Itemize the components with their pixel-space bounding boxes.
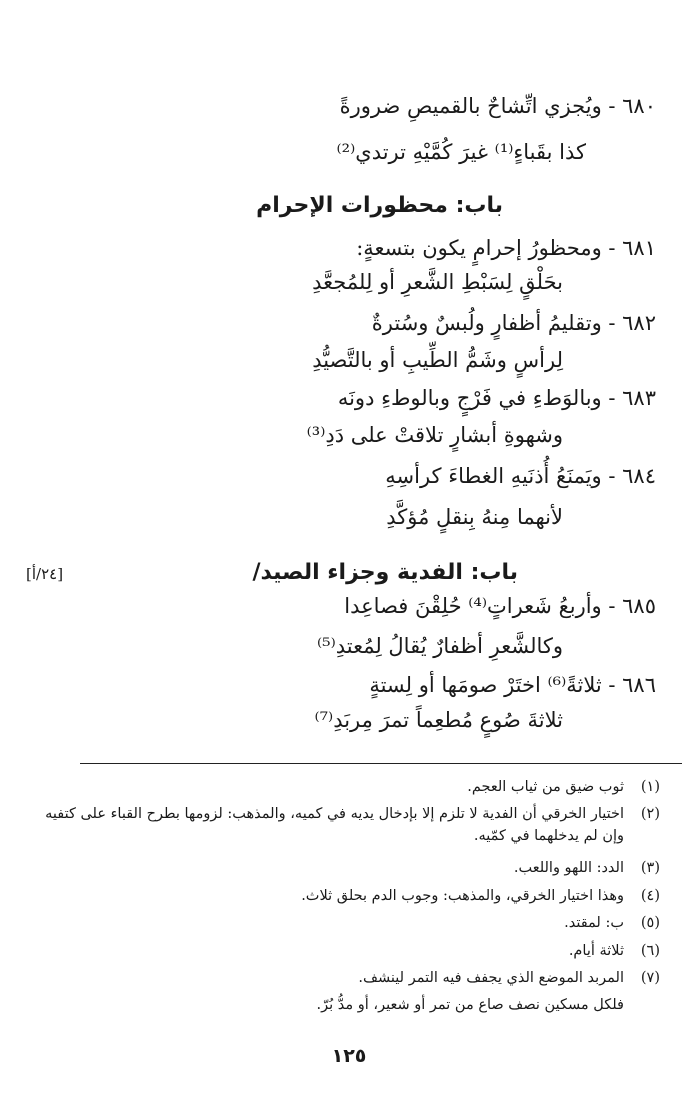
verse-680-line2: كذا بقَباءٍ⁽¹⁾ غيرَ كُمَّيْهِ ترتدي⁽²⁾ [336,140,586,164]
verse-682-line1: ٦٨٢ - وتقليمُ أظفارٍ ولُبسٌ وسُترةٌ [371,311,656,335]
footnote-number: (٣) [640,860,660,876]
footnote-3 [38,857,660,879]
footnote-text: فلكل مسكين نصف صاع من تمر أو شعير، أو مدُّ بُرّ. [316,997,624,1013]
verse-684-line2: لأنهما مِنهُ بِنقلٍ مُؤكَّدِ [386,505,563,529]
footnote-2 [38,803,660,848]
footnote-5 [38,912,660,934]
footnote-separator [80,763,682,764]
footnote-number: (٢) [640,806,660,822]
verse-684-line1: ٦٨٤ - ويَمنَعُ أُذنَيهِ الغطاءَ كرأسِهِ [385,464,656,488]
footnote-4 [38,885,660,907]
footnote-number: (٧) [640,970,660,986]
footnote-7-continuation [38,994,660,1016]
footnote-text: الدد: اللهو واللعب. [513,860,624,876]
footnote-number: (١) [640,779,660,795]
verse-681-line2: بحَلْقٍ لِسَبْطِ الشَّعرِ أو لِلمُجعَّدِ [312,270,563,294]
footnote-text: ب: لمقتد. [564,915,624,931]
verse-683-line2: وشهوةِ أبشارٍ تلاقتْ على دَدِ⁽³⁾ [306,423,563,447]
footnote-text: اختيار الخرقي أن الفدية لا تلزم إلا بإدخال يديه في كميه، والمذهب: لزومها بطرح القباء على كتفيه وإن لم يدخلهما في كمّيه. [45,806,624,845]
verse-686-line2: ثلاثةَ صُوعٍ مُطعِماً تمرَ مِربَدِ⁽⁷⁾ [314,708,563,732]
section-heading-prohibitions: باب: محظورات الإحرام [256,193,503,218]
section-heading-ransom: باب: الفدية وجزاء الصيد/ [252,560,518,585]
verse-682-line2: لِرأسٍ وشَمُّ الطِّيبِ أو بالتَّصيُّدِ [312,348,563,372]
verse-686-line1: ٦٨٦ - ثلاثةً⁽⁶⁾ اختَرْ صومَها أو لِستةٍ [369,673,656,697]
footnote-text: وهذا اختيار الخرقي، والمذهب: وجوب الدم بحلق ثلاث. [301,888,624,904]
footnote-text: ثوب ضيق من ثياب العجم. [467,779,624,795]
page-number: ١٢٥ [331,1045,367,1067]
footnote-7 [38,967,660,989]
verse-683-line1: ٦٨٣ - وبالوَطءِ في فَرْجٍ وبالوطءِ دونَه [337,386,656,410]
verse-680-line1: ٦٨٠ - ويُجزي اتِّشاحٌ بالقميصِ ضرورةً [339,94,656,118]
footnote-number: (٥) [640,915,660,931]
verse-685-line2: وكالشَّعرِ أظفارٌ يُقالُ لِمُعتدِ⁽⁵⁾ [316,634,563,658]
footnote-1 [38,776,660,798]
footnote-text: المربد الموضع الذي يجفف فيه التمر لينشف. [358,970,624,986]
manuscript-folio-marker: [٢٤/أ] [26,565,64,583]
footnote-6 [38,940,660,962]
footnote-number: (٦) [640,943,660,959]
footnote-number: (٤) [640,888,660,904]
verse-681-line1: ٦٨١ - ومحظورُ إحرامٍ يكون بتسعةٍ: [356,236,656,260]
verse-685-line1: ٦٨٥ - وأربعُ شَعراتٍ⁽⁴⁾ حُلِقْنَ فصاعِدا [344,594,656,618]
footnote-text: ثلاثة أيام. [568,943,624,959]
